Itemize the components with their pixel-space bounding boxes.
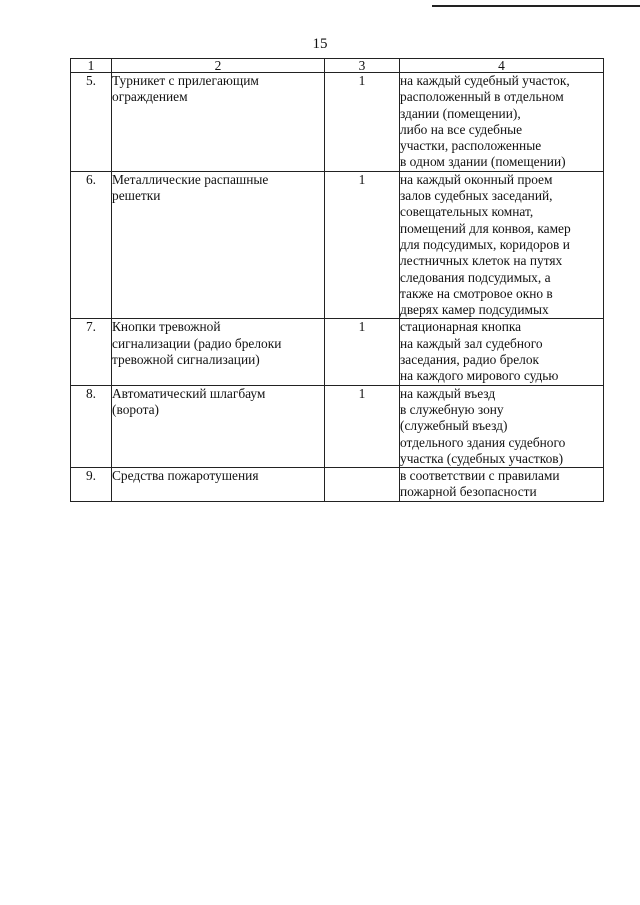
row-number-cell (71, 171, 112, 319)
item-name-line: Металлические распашные (112, 171, 269, 187)
item-name-line: решетки (112, 188, 161, 204)
norm-line: участка (судебных участков) (400, 450, 564, 466)
quantity-cell (325, 73, 400, 172)
row-number-cell (71, 319, 112, 385)
table-row (71, 73, 604, 172)
item-name-cell (112, 73, 325, 172)
norm-line: расположенный в отдельном (400, 89, 564, 105)
norm-line: на каждый зал судебного (400, 335, 543, 351)
top-decorative-rule (432, 5, 640, 7)
norm-line: на каждый въезд (400, 385, 496, 401)
item-name-cell (112, 385, 325, 467)
norm-line: совещательных комнат, (400, 204, 534, 220)
table-row (71, 171, 604, 319)
norm-line: залов судебных заседаний, (400, 188, 553, 204)
norm-line: заседания, радио брелок (400, 352, 540, 368)
norm-cell (400, 385, 604, 467)
quantity-value: 1 (358, 385, 366, 401)
item-name-line: Автоматический шлагбаум (112, 385, 266, 401)
quantity-value: 1 (358, 171, 366, 187)
header-col-4: 4 (400, 59, 604, 73)
item-name-line: Средства пожаротушения (112, 468, 259, 484)
norm-line: в одном здании (помещении) (400, 154, 566, 170)
norm-line: на каждый оконный проем (400, 171, 553, 187)
norm-line: здании (помещении), (400, 105, 521, 121)
norm-line: (служебный въезд) (400, 418, 508, 434)
item-name-line: тревожной сигнализации) (112, 352, 260, 368)
page-number: 15 (312, 36, 328, 52)
norm-cell (400, 319, 604, 385)
header-col-2: 2 (112, 59, 325, 73)
norm-cell (400, 73, 604, 172)
norm-line: участки, расположенные (400, 138, 542, 154)
norm-line: на каждого мирового судью (400, 368, 559, 384)
quantity-value: 1 (358, 319, 366, 335)
row-number-cell (71, 468, 112, 502)
table-header-row (71, 59, 604, 73)
norm-line: также на смотровое окно в (400, 285, 553, 301)
norm-cell (400, 171, 604, 319)
norm-line: следования подсудимых, а (400, 269, 551, 285)
item-name-line: ограждением (112, 89, 188, 105)
quantity-cell (325, 385, 400, 467)
header-col-1: 1 (71, 59, 112, 73)
norm-line: дверях камер подсудимых (400, 302, 549, 318)
row-number: 7. (85, 319, 97, 335)
norm-line: стационарная кнопка (400, 319, 522, 335)
norm-line: в служебную зону (400, 401, 504, 417)
header-col-3: 3 (325, 59, 400, 73)
item-name-line: Кнопки тревожной (112, 319, 221, 335)
norm-line: помещений для конвоя, камер (400, 220, 571, 236)
norm-line: лестничных клеток на путях (400, 253, 563, 269)
item-name-cell (112, 171, 325, 319)
table-row (71, 319, 604, 385)
item-name-line: Турникет с прилегающим (112, 73, 259, 88)
item-name-line: (ворота) (112, 401, 160, 417)
table-row (71, 468, 604, 502)
equipment-table (70, 58, 604, 502)
table-row (71, 385, 604, 467)
norm-cell (400, 468, 604, 502)
quantity-cell (325, 319, 400, 385)
row-number: 6. (85, 171, 97, 187)
item-name-cell (112, 468, 325, 502)
norm-line: на каждый судебный участок, (400, 73, 570, 88)
norm-line: пожарной безопасности (400, 484, 537, 500)
norm-line: для подсудимых, коридоров и (400, 236, 570, 252)
quantity-value: 1 (358, 73, 366, 88)
row-number-cell (71, 73, 112, 172)
row-number: 8. (85, 385, 97, 401)
quantity-cell (325, 171, 400, 319)
row-number: 5. (85, 73, 97, 88)
norm-line: в соответствии с правилами (400, 468, 560, 484)
item-name-line: сигнализации (радио брелоки (112, 335, 282, 351)
norm-line: либо на все судебные (400, 121, 523, 137)
table-body (71, 73, 604, 502)
item-name-cell (112, 319, 325, 385)
row-number-cell (71, 385, 112, 467)
quantity-cell (325, 468, 400, 502)
row-number: 9. (85, 468, 97, 484)
norm-line: отдельного здания судебного (400, 434, 566, 450)
